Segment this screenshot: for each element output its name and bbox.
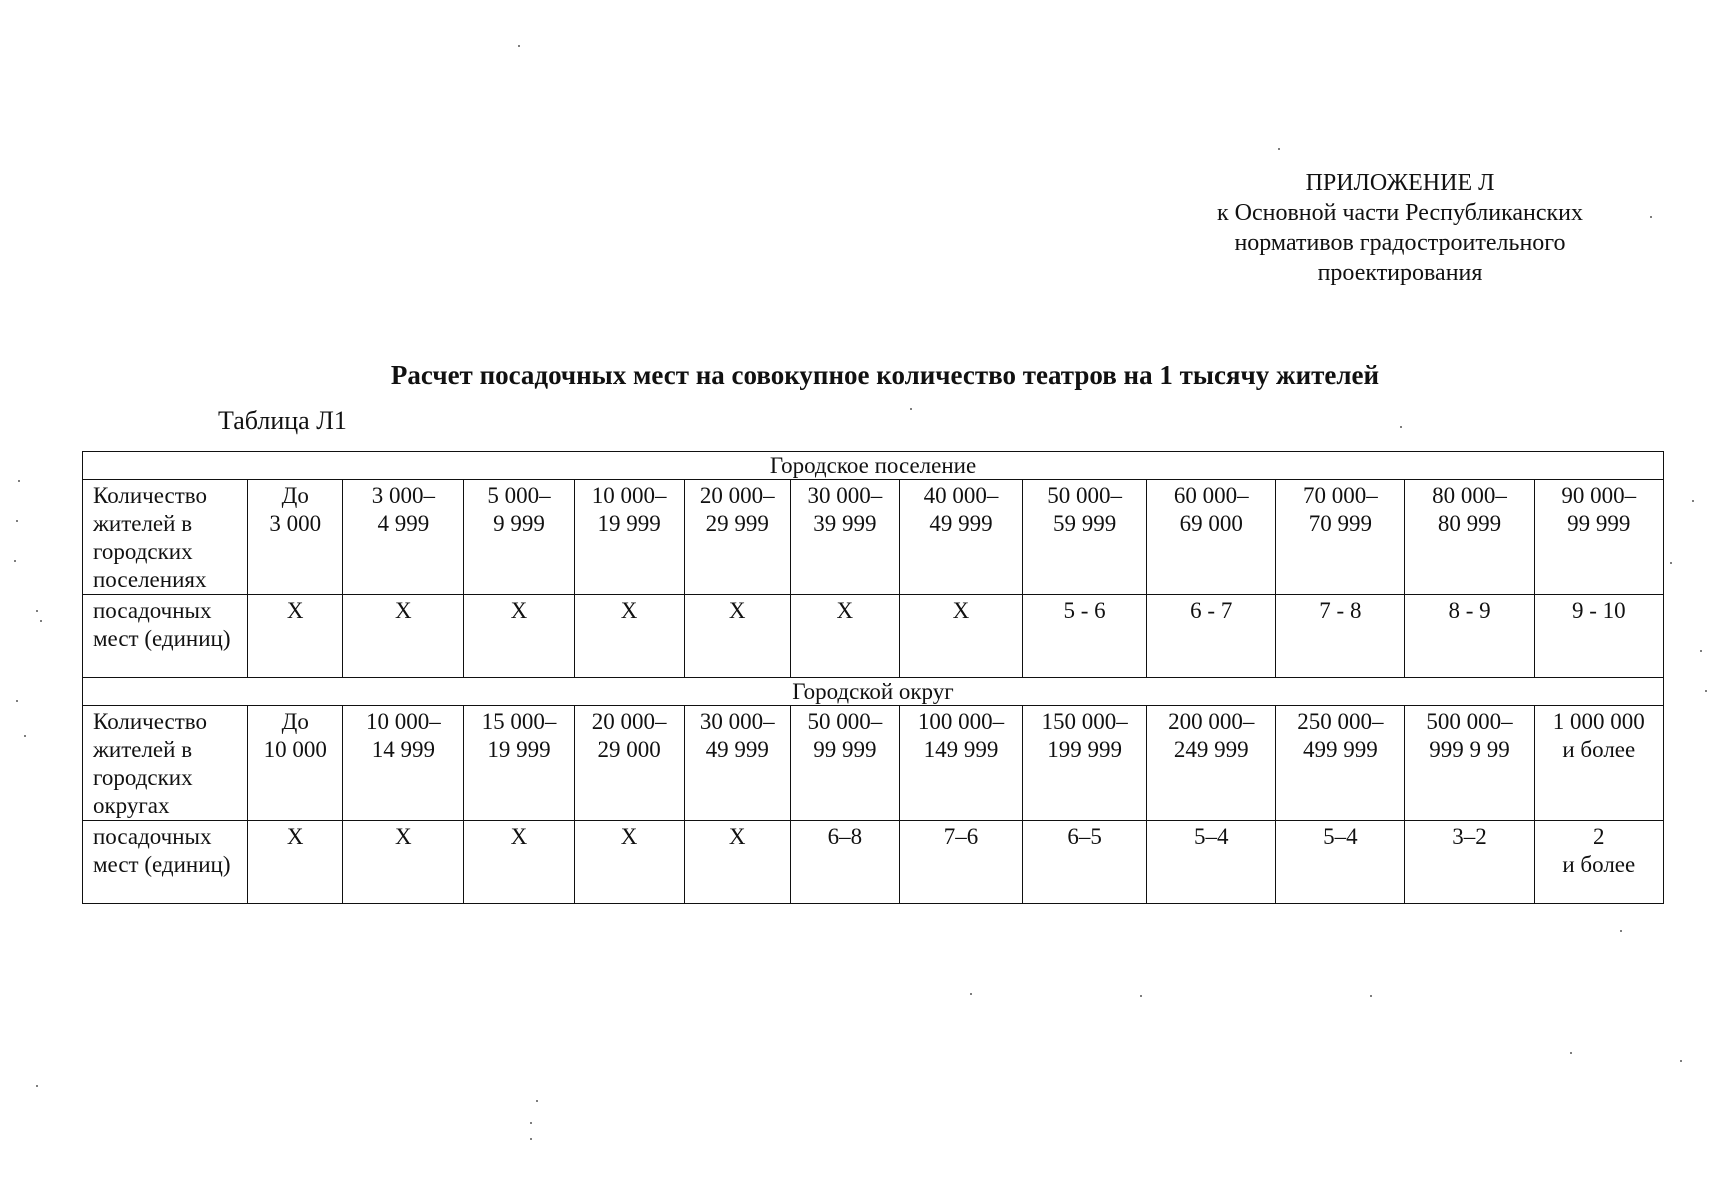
seats-value-cell: 5–4 <box>1147 821 1276 904</box>
seats-value-cell: 3–2 <box>1405 821 1534 904</box>
seats-value-cell: X <box>343 595 464 678</box>
seats-value-cell: X <box>899 595 1022 678</box>
population-range-cell: 20 000– 29 999 <box>684 480 790 595</box>
seats-value-cell: 8 - 9 <box>1405 595 1534 678</box>
population-range-cell: До 10 000 <box>248 706 343 821</box>
scan-speck <box>1700 650 1702 652</box>
scan-speck <box>1620 930 1622 932</box>
population-range-cell: 70 000– 70 999 <box>1276 480 1405 595</box>
seats-norms-table <box>82 451 1664 904</box>
population-range-cell: 20 000– 29 000 <box>574 706 684 821</box>
scan-speck <box>16 700 18 702</box>
population-range-cell: 90 000– 99 999 <box>1534 480 1663 595</box>
section-heading-row <box>83 452 1664 480</box>
seats-value-cell: X <box>248 821 343 904</box>
seats-value-cell: X <box>790 595 899 678</box>
scan-speck <box>24 735 26 737</box>
scan-speck <box>1650 216 1652 218</box>
seats-value-cell: X <box>464 595 574 678</box>
scan-speck <box>530 1122 532 1124</box>
population-range-cell: 30 000– 39 999 <box>790 480 899 595</box>
population-range-cell: 500 000– 999 9 99 <box>1405 706 1534 821</box>
scan-speck <box>536 1100 538 1102</box>
population-range-cell: 5 000– 9 999 <box>464 480 574 595</box>
population-range-cell: 10 000– 19 999 <box>574 480 684 595</box>
scan-speck <box>1140 995 1142 997</box>
seats-value-cell: 6–8 <box>790 821 899 904</box>
appendix-line: к Основной части Республиканских <box>1216 200 1584 226</box>
scan-speck <box>1370 995 1372 997</box>
seats-label: посадочных мест (единиц) <box>83 595 248 678</box>
scan-speck <box>518 45 520 47</box>
population-range-cell: 15 000– 19 999 <box>464 706 574 821</box>
scan-speck <box>530 1138 532 1140</box>
population-range-cell: 150 000– 199 999 <box>1023 706 1147 821</box>
population-range-cell: 3 000– 4 999 <box>343 480 464 595</box>
seats-value-cell: X <box>574 821 684 904</box>
scan-speck <box>1692 500 1694 502</box>
population-range-cell: 30 000– 49 999 <box>684 706 790 821</box>
document-title: Расчет посадочных мест на совокупное количество театров на 1 тысячу жителей <box>390 360 1380 390</box>
population-range-cell: 40 000– 49 999 <box>899 480 1022 595</box>
population-range-cell: 10 000– 14 999 <box>343 706 464 821</box>
seats-value-cell: 9 - 10 <box>1534 595 1663 678</box>
scan-speck <box>16 520 18 522</box>
table-caption: Таблица Л1 <box>218 406 347 435</box>
appendix-line: ПРИЛОЖЕНИЕ Л <box>1305 170 1495 196</box>
table-body <box>83 452 1664 904</box>
appendix-line: проектирования <box>1317 260 1483 286</box>
population-range-cell: 60 000– 69 000 <box>1147 480 1276 595</box>
scan-speck <box>1400 426 1402 428</box>
population-label: Количество жителей в городских поселениях <box>83 480 248 595</box>
scan-speck <box>1570 1052 1572 1054</box>
population-range-cell: 200 000– 249 999 <box>1147 706 1276 821</box>
population-row <box>83 706 1664 821</box>
appendix-line: нормативов градостроительного <box>1234 230 1566 256</box>
seats-value-cell: 6 - 7 <box>1147 595 1276 678</box>
seats-value-cell: X <box>248 595 343 678</box>
seats-value-cell: X <box>574 595 684 678</box>
appendix-header <box>1180 168 1620 288</box>
scan-speck <box>14 560 16 562</box>
seats-value-cell: X <box>684 595 790 678</box>
seats-label: посадочных мест (единиц) <box>83 821 248 904</box>
population-range-cell: 50 000– 59 999 <box>1023 480 1147 595</box>
population-range-cell: 250 000– 499 999 <box>1276 706 1405 821</box>
population-row <box>83 480 1664 595</box>
population-range-cell: 80 000– 80 999 <box>1405 480 1534 595</box>
scan-speck <box>1670 562 1672 564</box>
population-range-cell: 50 000– 99 999 <box>790 706 899 821</box>
seats-row <box>83 595 1664 678</box>
seats-value-cell: X <box>684 821 790 904</box>
seats-value-cell: X <box>464 821 574 904</box>
seats-value-cell: X <box>343 821 464 904</box>
section-heading: Городской округ <box>83 678 1664 706</box>
seats-value-cell: 7–6 <box>899 821 1022 904</box>
seats-value-cell: 5–4 <box>1276 821 1405 904</box>
seats-value-cell: 7 - 8 <box>1276 595 1405 678</box>
scan-speck <box>1705 690 1707 692</box>
population-range-cell: 1 000 000 и более <box>1534 706 1663 821</box>
scan-speck <box>970 993 972 995</box>
population-range-cell: До 3 000 <box>248 480 343 595</box>
seats-value-cell: 5 - 6 <box>1023 595 1147 678</box>
scan-speck <box>1278 148 1280 150</box>
population-label: Количество жителей в городских округах <box>83 706 248 821</box>
scan-speck <box>1680 1060 1682 1062</box>
seats-value-cell: 2 и более <box>1534 821 1663 904</box>
scan-speck <box>18 480 20 482</box>
section-heading-row <box>83 678 1664 706</box>
seats-value-cell: 6–5 <box>1023 821 1147 904</box>
scan-speck <box>40 620 42 622</box>
section-heading: Городское поселение <box>83 452 1664 480</box>
scan-speck <box>910 408 912 410</box>
scan-speck <box>36 610 38 612</box>
seats-row <box>83 821 1664 904</box>
scan-speck <box>36 1085 38 1087</box>
population-range-cell: 100 000– 149 999 <box>899 706 1022 821</box>
